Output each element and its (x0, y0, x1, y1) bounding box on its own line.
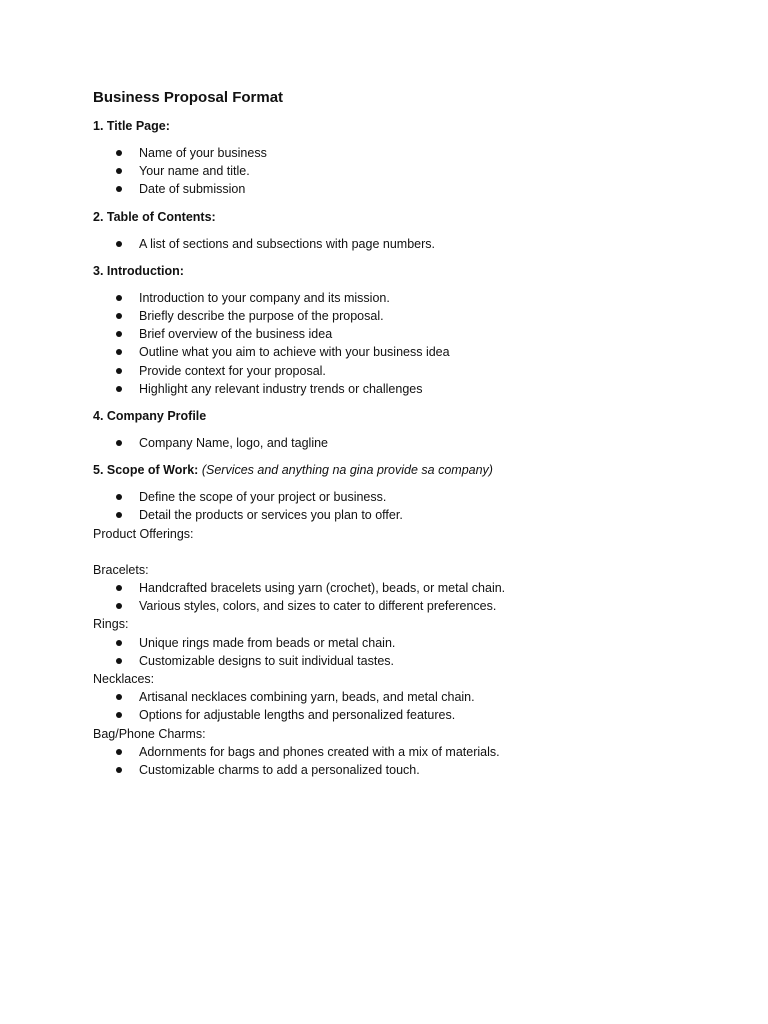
list-item: Unique rings made from beads or metal chain. (93, 634, 688, 652)
list-item: Customizable designs to suit individual tastes. (93, 652, 688, 670)
list-item: Outline what you aim to achieve with your business idea (93, 343, 688, 361)
bullet-icon (116, 494, 122, 500)
bullet-icon (116, 585, 122, 591)
product-offerings-label: Product Offerings: (93, 526, 194, 541)
bullet-icon (116, 368, 122, 374)
necklaces-list (93, 688, 688, 724)
bullet-icon (116, 640, 122, 646)
bullet-icon (116, 386, 122, 392)
list-item: Adornments for bags and phones created with a mix of materials. (93, 743, 688, 761)
list-item: Introduction to your company and its mission. (93, 289, 688, 307)
list-item: Define the scope of your project or business. (93, 488, 688, 506)
charms-list (93, 743, 688, 779)
company-profile-list (93, 434, 688, 452)
bullet-icon (116, 313, 122, 319)
section-heading-table-of-contents: 2. Table of Contents: (93, 209, 216, 224)
scope-of-work-note: (Services and anything na gina provide sa company) (201, 463, 493, 478)
list-item: Artisanal necklaces combining yarn, beads, and metal chain. (93, 688, 688, 706)
list-item: Your name and title. (93, 162, 688, 180)
list-item: Provide context for your proposal. (93, 362, 688, 380)
list-item: Handcrafted bracelets using yarn (crochet), beads, or metal chain. (93, 579, 688, 597)
bullet-icon (116, 241, 122, 247)
list-item: Company Name, logo, and tagline (93, 434, 688, 452)
list-item: Customizable charms to add a personalized touch. (93, 761, 688, 779)
list-item: Brief overview of the business idea (93, 325, 688, 343)
bullet-icon (116, 749, 122, 755)
bullet-icon (116, 150, 122, 156)
title-page-list (93, 144, 688, 199)
bullet-icon (116, 186, 122, 192)
product-label-necklaces: Necklaces: (93, 672, 155, 687)
bullet-icon (116, 694, 122, 700)
list-item: Briefly describe the purpose of the proposal. (93, 307, 688, 325)
bullet-icon (116, 168, 122, 174)
bullet-icon (116, 658, 122, 664)
bullet-icon (116, 712, 122, 718)
scope-of-work-heading-text: 5. Scope of Work: (93, 463, 199, 478)
section-heading-introduction: 3. Introduction: (93, 263, 184, 278)
product-label-charms: Bag/Phone Charms: (93, 726, 206, 741)
scope-of-work-list (93, 488, 688, 524)
list-item: Highlight any relevant industry trends or challenges (93, 380, 688, 398)
product-label-rings: Rings: (93, 617, 129, 632)
blank-line (93, 543, 688, 561)
list-item: A list of sections and subsections with page numbers. (93, 235, 688, 253)
document-title: Business Proposal Format (93, 89, 284, 106)
bullet-icon (116, 603, 122, 609)
bracelets-list (93, 579, 688, 615)
list-item: Name of your business (93, 144, 688, 162)
list-item: Detail the products or services you plan to offer. (93, 506, 688, 524)
bullet-icon (116, 512, 122, 518)
product-label-bracelets: Bracelets: (93, 562, 149, 577)
list-item: Date of submission (93, 180, 688, 198)
list-item: Various styles, colors, and sizes to cater to different preferences. (93, 597, 688, 615)
rings-list (93, 634, 688, 670)
bullet-icon (116, 440, 122, 446)
bullet-icon (116, 331, 122, 337)
section-heading-scope-of-work (93, 461, 688, 479)
bullet-icon (116, 349, 122, 355)
list-item: Options for adjustable lengths and personalized features. (93, 706, 688, 724)
section-heading-company-profile: 4. Company Profile (93, 409, 207, 424)
bullet-icon (116, 767, 122, 773)
section-heading-title-page: 1. Title Page: (93, 119, 170, 133)
table-of-contents-list (93, 235, 688, 253)
bullet-icon (116, 295, 122, 301)
introduction-list (93, 289, 688, 398)
